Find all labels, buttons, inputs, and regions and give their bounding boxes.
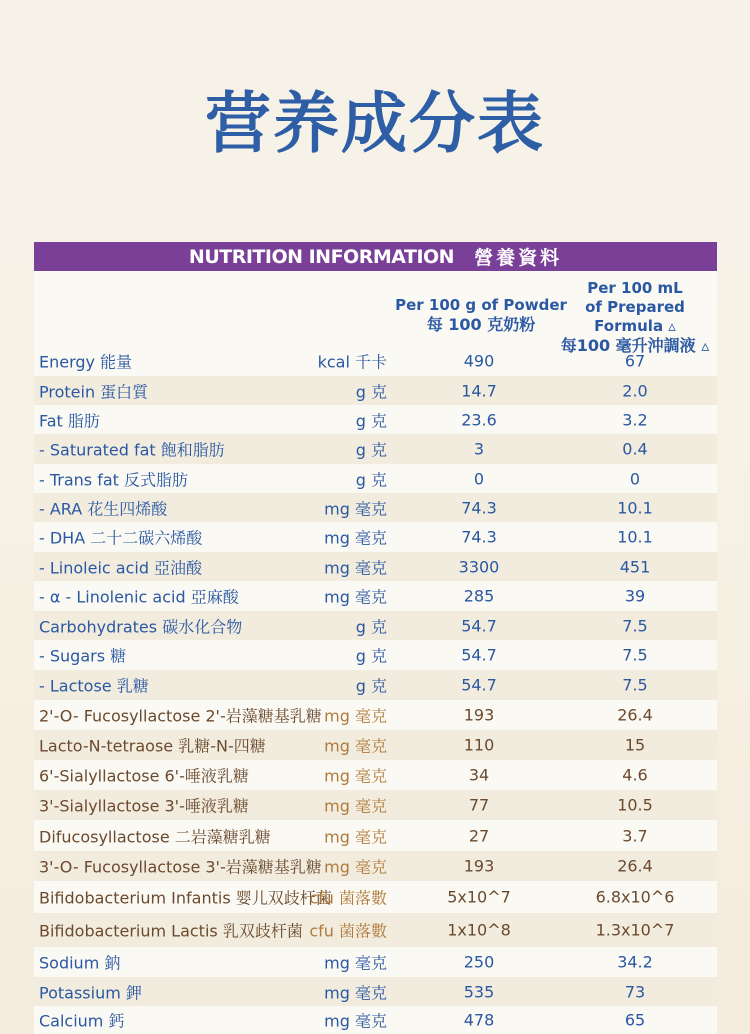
value-per-100ml: 10.5: [617, 795, 653, 815]
unit-label: mg 毫克: [324, 983, 387, 1002]
value-per-100g: 193: [463, 856, 495, 876]
value-per-100g: 535: [463, 982, 495, 1001]
value-per-100g: 3300: [458, 557, 500, 576]
unit-label: kcal 千卡: [317, 352, 387, 371]
value-per-100g: 5x10^7: [447, 887, 511, 907]
table-row: [34, 977, 717, 1006]
unit-label: mg 毫克: [324, 558, 387, 577]
table-row: [34, 851, 717, 881]
value-per-100g: 1x10^8: [447, 920, 511, 940]
table-row: [34, 493, 717, 522]
nutrient-label: Difucosyllactose 二岩藻糖乳糖: [39, 827, 271, 846]
nutrient-label: Lacto-N-tetraose 乳糖-N-四糖: [39, 736, 266, 756]
value-per-100ml: 15: [624, 735, 646, 755]
table-row: [34, 1006, 717, 1034]
value-per-100g: 490: [463, 351, 495, 370]
table-row: [34, 730, 717, 760]
unit-label: g 克: [355, 411, 387, 430]
nutrient-label: Fat 脂肪: [39, 411, 100, 430]
value-per-100ml: 4.6: [622, 765, 648, 785]
unit-label: g 克: [355, 646, 387, 666]
table-row: [34, 947, 717, 977]
table-row: [34, 670, 717, 700]
unit-label: g 克: [355, 617, 387, 636]
value-per-100ml: 3.7: [622, 826, 648, 845]
column-header-powder-zh: 每 100 克奶粉: [426, 315, 536, 334]
column-header-prepared-en: of Prepared Formula ▵: [585, 298, 685, 335]
nutrient-label: Bifidobacterium Infantis 婴儿双歧杆菌: [39, 888, 332, 908]
unit-label: mg 毫克: [324, 1011, 387, 1031]
nutrient-label: Bifidobacterium Lactis 乳双歧杆菌: [39, 921, 303, 941]
value-per-100g: 3: [473, 439, 485, 459]
nutrient-label: - Saturated fat 飽和脂肪: [39, 440, 225, 460]
nutrient-label: Energy 能量: [39, 352, 133, 371]
value-per-100ml: 39: [624, 586, 646, 606]
table-row: [34, 640, 717, 670]
value-per-100g: 23.6: [461, 410, 497, 429]
value-per-100ml: 7.5: [622, 616, 648, 635]
nutrient-label: 3'-O- Fucosyllactose 3'-岩藻糖基乳糖: [39, 857, 322, 877]
value-per-100ml: 65: [624, 1010, 646, 1030]
table-row: [34, 464, 717, 493]
banner-english: NUTRITION INFORMATION: [188, 245, 455, 268]
column-header-powder: [392, 296, 570, 334]
column-header-prepared-zh: 每100 毫升沖調液 ▵: [560, 336, 710, 355]
unit-label: g 克: [355, 440, 387, 460]
value-per-100ml: 26.4: [617, 856, 653, 876]
unit-label: g 克: [355, 382, 387, 401]
value-per-100ml: 1.3x10^7: [595, 920, 675, 940]
unit-label: mg 毫克: [324, 706, 387, 726]
nutrient-label: - DHA 二十二碳六烯酸: [39, 528, 203, 548]
value-per-100g: 250: [463, 952, 495, 972]
column-header-powder-en: Per 100 g of Powder: [395, 296, 567, 314]
unit-label: mg 毫克: [324, 827, 387, 846]
nutrient-label: Calcium 鈣: [39, 1011, 125, 1031]
nutrient-label: 2'-O- Fucosyllactose 2'-岩藻糖基乳糖: [39, 706, 322, 726]
unit-label: mg 毫克: [324, 499, 387, 518]
value-per-100g: 54.7: [461, 645, 497, 665]
column-header-prepared-line0: Per 100 mL: [587, 279, 683, 297]
nutrient-label: - Lactose 乳糖: [39, 676, 149, 696]
value-per-100g: 285: [463, 586, 495, 606]
table-row: [34, 346, 717, 375]
value-per-100ml: 3.2: [622, 410, 648, 429]
nutrient-label: - α - Linolenic acid 亞麻酸: [39, 587, 239, 607]
unit-label: mg 毫克: [324, 766, 387, 786]
table-row: [34, 820, 717, 851]
unit-label: cfu 菌落數: [309, 921, 387, 941]
value-per-100ml: 10.1: [617, 498, 653, 517]
value-per-100g: 478: [463, 1010, 495, 1030]
value-per-100ml: 0.4: [622, 439, 648, 459]
value-per-100g: 0: [473, 469, 485, 488]
value-per-100g: 74.3: [461, 498, 497, 517]
table-banner: [34, 242, 717, 271]
value-per-100ml: 451: [619, 557, 651, 576]
value-per-100g: 77: [468, 795, 490, 815]
column-header-prepared: [552, 279, 718, 355]
table-row: [34, 581, 717, 611]
value-per-100g: 193: [463, 705, 495, 725]
unit-label: mg 毫克: [324, 953, 387, 973]
value-per-100g: 74.3: [461, 527, 497, 547]
nutrient-label: - Trans fat 反式脂肪: [39, 470, 189, 489]
nutrient-label: 3'-Sialyllactose 3'-唾液乳糖: [39, 796, 249, 816]
value-per-100g: 34: [468, 765, 490, 785]
table-row: [34, 376, 717, 405]
page-title: 营养成分表: [205, 85, 545, 162]
nutrient-label: Protein 蛋白質: [39, 382, 149, 401]
value-per-100g: 14.7: [461, 381, 497, 400]
value-per-100ml: 6.8x10^6: [595, 887, 675, 907]
table-row: [34, 522, 717, 552]
value-per-100g: 110: [463, 735, 495, 755]
table-row: [34, 552, 717, 581]
table-row: [34, 700, 717, 730]
unit-label: mg 毫克: [324, 528, 387, 548]
table-row: [34, 405, 717, 434]
table-row: [34, 881, 717, 913]
nutrient-label: - Linoleic acid 亞油酸: [39, 558, 203, 577]
value-per-100ml: 2.0: [622, 381, 648, 400]
table-row: [34, 913, 717, 947]
table-row: [34, 611, 717, 640]
value-per-100ml: 73: [624, 982, 646, 1001]
unit-label: mg 毫克: [324, 736, 387, 756]
unit-label: mg 毫克: [324, 857, 387, 877]
value-per-100ml: 7.5: [622, 645, 648, 665]
value-per-100ml: 0: [629, 469, 641, 488]
unit-label: g 克: [355, 676, 387, 696]
banner-chinese: 營養資料: [474, 247, 563, 269]
unit-label: mg 毫克: [324, 796, 387, 816]
nutrient-label: - ARA 花生四烯酸: [39, 499, 168, 518]
value-per-100ml: 67: [624, 351, 646, 370]
nutrient-label: Sodium 鈉: [39, 953, 121, 973]
table-row: [34, 760, 717, 790]
nutrient-label: 6'-Sialyllactose 6'-唾液乳糖: [39, 766, 249, 786]
value-per-100ml: 26.4: [617, 705, 653, 725]
value-per-100ml: 10.1: [617, 527, 653, 547]
value-per-100g: 27: [468, 826, 490, 845]
unit-label: g 克: [355, 470, 387, 489]
nutrient-label: Potassium 鉀: [39, 983, 142, 1002]
nutrient-label: Carbohydrates 碳水化合物: [39, 617, 243, 636]
value-per-100ml: 7.5: [622, 675, 648, 695]
unit-label: cfu 菌落數: [309, 888, 387, 908]
table-row: [34, 434, 717, 464]
nutrient-label: - Sugars 糖: [39, 646, 127, 666]
value-per-100g: 54.7: [461, 616, 497, 635]
value-per-100ml: 34.2: [617, 952, 653, 972]
value-per-100g: 54.7: [461, 675, 497, 695]
table-row: [34, 790, 717, 820]
unit-label: mg 毫克: [324, 587, 387, 607]
